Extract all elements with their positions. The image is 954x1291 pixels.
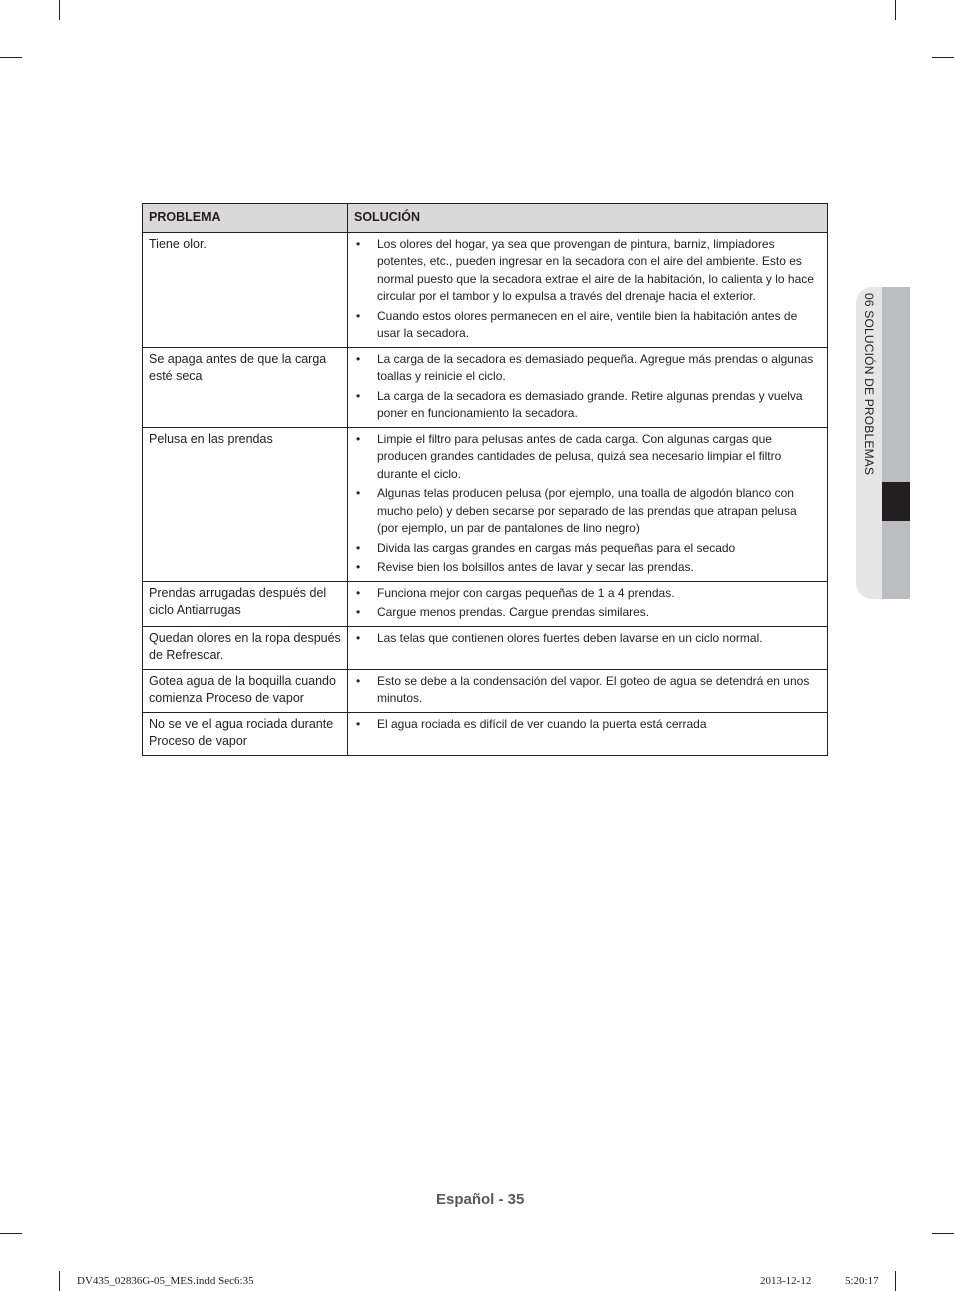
solution-item: • La carga de la secadora es demasiado pequeña. Agregue más prendas o algunas toallas y reinicie el ciclo. — [354, 351, 817, 386]
table-row — [143, 232, 828, 347]
problem-cell: Tiene olor. — [143, 232, 348, 347]
page-number: Español - 35 — [436, 1191, 525, 1208]
solution-item: • Limpie el filtro para pelusas antes de cada carga. Con algunas cargas que producen grandes cantidades de pelusa, quizá sea necesario limpiar el filtro durante el ciclo. — [354, 431, 817, 484]
header-solution: SOLUCIÓN — [348, 204, 828, 233]
problem-cell: Se apaga antes de que la carga esté seca — [143, 347, 348, 427]
table-row — [143, 427, 828, 581]
table-header-row — [143, 204, 828, 233]
solution-item: • Los olores del hogar, ya sea que provengan de pintura, barniz, limpiadores potentes, etc., pueden ingresar en la secadora con el aire del ambiente. Esto es normal puesto que la secadora extrae el aire de la habitación, lo calienta y lo hace circular por el tambor y lo expulsa a través del drenaje hacia el exterior. — [354, 236, 817, 306]
crop-mark — [0, 57, 22, 58]
solution-cell — [348, 626, 828, 669]
slug-filename: DV435_02836G-05_MES.indd Sec6:35 — [77, 1275, 254, 1287]
problem-cell: Prendas arrugadas después del ciclo Antiarrugas — [143, 581, 348, 626]
table-row — [143, 347, 828, 427]
solution-cell — [348, 232, 828, 347]
solution-cell — [348, 427, 828, 581]
crop-mark — [932, 1233, 954, 1234]
solution-item: • La carga de la secadora es demasiado grande. Retire algunas prendas y vuelva poner en funcionamiento la secadora. — [354, 388, 817, 423]
table-row — [143, 581, 828, 626]
section-side-tab-marker — [882, 482, 910, 521]
troubleshooting-table — [142, 203, 828, 756]
crop-mark — [895, 0, 896, 20]
solution-item: • Las telas que contienen olores fuertes deben lavarse en un ciclo normal. — [354, 630, 817, 648]
slug-date: 2013-12-12 — [760, 1275, 812, 1287]
crop-mark — [0, 1233, 22, 1234]
solution-cell — [348, 712, 828, 755]
solution-item: • Cuando estos olores permanecen en el aire, ventile bien la habitación antes de usar la secadora. — [354, 308, 817, 343]
solution-item: • Funciona mejor con cargas pequeñas de 1 a 4 prendas. — [354, 585, 817, 603]
solution-cell — [348, 347, 828, 427]
crop-mark — [59, 0, 60, 20]
problem-cell: No se ve el agua rociada durante Proceso de vapor — [143, 712, 348, 755]
solution-item: • Esto se debe a la condensación del vapor. El goteo de agua se detendrá en unos minutos. — [354, 673, 817, 708]
problem-cell: Quedan olores en la ropa después de Refrescar. — [143, 626, 348, 669]
problem-cell: Gotea agua de la boquilla cuando comienza Proceso de vapor — [143, 669, 348, 712]
header-problem: PROBLEMA — [143, 204, 348, 233]
problem-cell: Pelusa en las prendas — [143, 427, 348, 581]
table-row — [143, 712, 828, 755]
section-side-label: 06 SOLUCIÓN DE PROBLEMAS — [862, 293, 876, 476]
table-row — [143, 669, 828, 712]
solution-cell — [348, 669, 828, 712]
crop-mark — [895, 1271, 896, 1291]
solution-item: • Divida las cargas grandes en cargas más pequeñas para el secado — [354, 540, 817, 558]
solution-item: • El agua rociada es difícil de ver cuando la puerta está cerrada — [354, 716, 817, 734]
table-row — [143, 626, 828, 669]
crop-mark — [59, 1271, 60, 1291]
slug-time: 5:20:17 — [845, 1275, 879, 1287]
solution-item: • Revise bien los bolsillos antes de lavar y secar las prendas. — [354, 559, 817, 577]
section-side-tab-band — [882, 287, 910, 599]
solution-item: • Cargue menos prendas. Cargue prendas similares. — [354, 604, 817, 622]
solution-cell — [348, 581, 828, 626]
solution-item: • Algunas telas producen pelusa (por ejemplo, una toalla de algodón blanco con mucho pelo) y deben secarse por separado de las prendas que atrapan pelusa (por ejemplo, un par de pantalones de lino negro) — [354, 485, 817, 538]
crop-mark — [932, 57, 954, 58]
